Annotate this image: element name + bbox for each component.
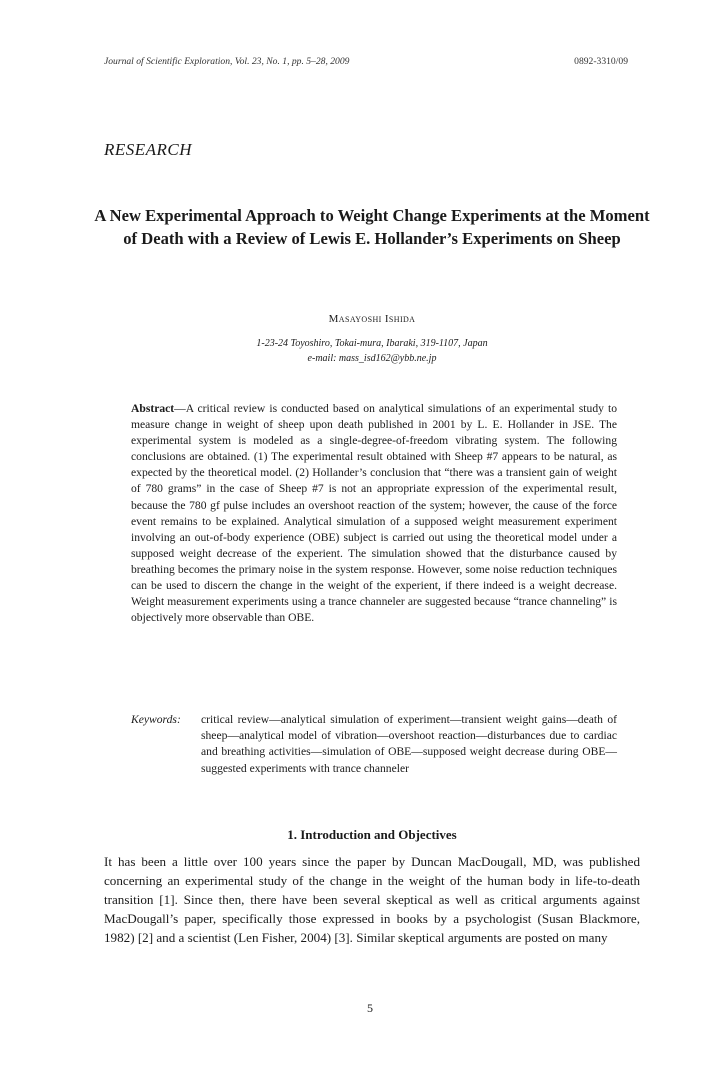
issn: 0892-3310/09: [574, 56, 628, 67]
author-name: Masayoshi Ishida: [328, 313, 416, 325]
article-title: A New Experimental Approach to Weight Change Experiments at the Moment of Death with a Review of Lewis E. Hollander’s Experiments on Sheep: [94, 206, 650, 248]
journal-citation: , Vol. 23, No. 1, pp. 5–28, 2009: [230, 56, 350, 67]
introduction-paragraph: It has been a little over 100 years since the paper by Duncan MacDougall, MD, was published concerning an experimental study of the change in the weight of the human body in life-to-death transition [1]. Since then, there have been several skeptical as well as critical arguments against MacDougall’s paper, specifically those expressed in books by a psychologist (Susan Blackmore, 1982) [2] and a scientist (Len Fisher, 2004) [3]. Similar skeptical arguments are posted on many: [104, 854, 640, 946]
author-address: 1-23-24 Toyoshiro, Tokai-mura, Ibaraki, 319-1107, Japan: [256, 338, 488, 349]
running-head: [104, 56, 628, 67]
abstract: [131, 401, 617, 626]
author-email: e-mail: mass_isd162@ybb.ne.jp: [307, 353, 437, 364]
page-number: 5: [367, 1001, 373, 1015]
abstract-text: —A critical review is conducted based on analytical simulations of an experimental study to measure change in weight of sheep upon death published in 2001 by L. E. Hollander in JSE. The experimental system is modeled as a single-degree-of-freedom vibrating system. The following conclusions are obtained. (1) The experimental result obtained with Sheep #7 appears to be natural, as expected by the theoretical model. (2) Hollander’s conclusion that “there was a transient gain of weight of 780 grams” in the case of Sheep #7 is not an appropriate expression of the experimental result, because the 780 gf pulse includes an overshoot reaction of the system; however, the cause of the force event remains to be explained. Analytical simulation of a supposed weight measurement experiment involving an out-of-body experience (OBE) subject is carried out using the theoretical model under a supposed weight decrease of the experient. The simulation showed that the disturbance caused by breathing becomes the primary noise in the system response. However, some noise reduction techniques can be used to discern the change in the weight of the experient, if there indeed is a weight decrease. Weight measurement experiments using a trance channeler are suggested because “trance channeling” is objectively more observable than OBE.: [131, 402, 617, 625]
section-heading: 1. Introduction and Objectives: [287, 827, 457, 842]
abstract-label: Abstract: [131, 402, 175, 415]
keywords-label: Keywords:: [131, 713, 181, 726]
author-affiliation: [92, 336, 652, 366]
journal-name: Journal of Scientific Exploration: [104, 56, 231, 67]
keywords: [131, 712, 617, 777]
keywords-text: critical review—analytical simulation of experiment—transient weight gains—death of sheep—analytical model of vibration—overshoot reaction—disturbances due to cardiac and breathing activities—simulation of OBE—supposed weight decrease during OBE—suggested experiments with trance channeler: [201, 713, 617, 775]
article-type-label: RESEARCH: [104, 140, 193, 159]
